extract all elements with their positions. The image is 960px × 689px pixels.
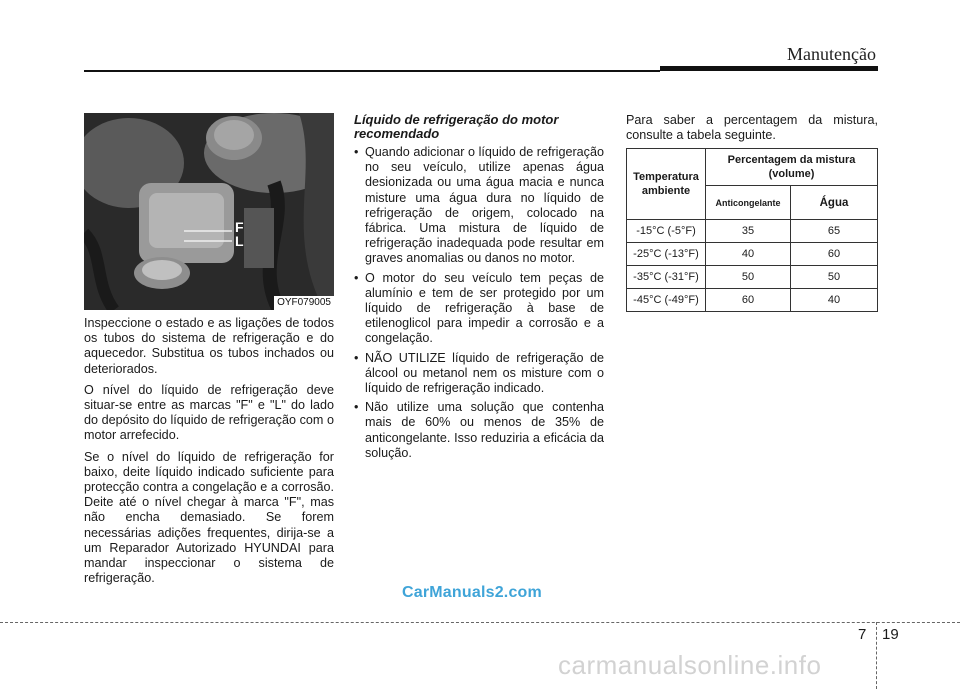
middle-column [354, 113, 604, 465]
table-row [627, 220, 878, 243]
chapter-number: 7 [858, 626, 867, 643]
header-title: Manutenção [787, 44, 876, 64]
paragraph: Se o nível do líquido de refrigeração for baixo, deite líquido indicado suficiente para protecção contra a congelação e a corrosão. Deite até o nível chegar à marca "F", mas não encha demasiado. Se forem necessárias adições frequentes, dirija-se a um Reparador Autorizado HYUNDAI para mandar inspeccionar o sistema de refrigeração. [84, 449, 334, 586]
coolant-mixture-table [626, 148, 878, 312]
watermark-link[interactable]: CarManuals2.com [402, 584, 542, 601]
left-column-text [84, 316, 334, 592]
label-l-mark: L [235, 233, 244, 249]
header-rule-accent [660, 66, 878, 71]
antifreeze-cell: 40 [706, 243, 791, 266]
footer-divider [876, 622, 877, 689]
table-row [627, 243, 878, 266]
figure-code: OYF079005 [274, 296, 334, 310]
list-item: • O motor do seu veículo tem peças de alumínio e tem de ser protegido por um líquido de refrigeração à base de etilenoglicol para impedir a corrosão e a congelação. [354, 271, 604, 347]
water-header: Água [791, 186, 878, 220]
list-item: • Não utilize uma solução que contenha mais de 60% ou menos de 35% de anticongelante. Isso reduziria a eficácia da solução. [354, 400, 604, 461]
list-item: • NÃO UTILIZE líquido de refrigeração de álcool ou metanol nem os misture com o líquido de refrigeração indicado. [354, 351, 604, 397]
right-column-intro [626, 113, 878, 149]
header-rule [84, 70, 660, 72]
recommendations-list [354, 145, 604, 461]
paragraph: O nível do líquido de refrigeração deve situar-se entre as marcas "F" e "L" do lado do depósito do líquido de refrigeração com o motor arrefecido. [84, 382, 334, 443]
water-cell: 40 [791, 289, 878, 312]
label-f-mark: F [235, 219, 244, 235]
table-row [627, 266, 878, 289]
temp-cell: -45°C (-49°F) [627, 289, 706, 312]
antifreeze-header: Anticongelante [706, 186, 791, 220]
temperature-header: Temperatura ambiente [627, 149, 706, 220]
engine-photo-illustration [84, 113, 334, 310]
water-cell: 60 [791, 243, 878, 266]
temp-cell: -35°C (-31°F) [627, 266, 706, 289]
temp-cell: -25°C (-13°F) [627, 243, 706, 266]
section-title: Líquido de refrigeração do motor recomendado [354, 112, 559, 141]
table-row [627, 289, 878, 312]
water-cell: 50 [791, 266, 878, 289]
page-number: 19 [882, 626, 899, 643]
temp-cell: -15°C (-5°F) [627, 220, 706, 243]
antifreeze-cell: 35 [706, 220, 791, 243]
list-item: • Quando adicionar o líquido de refrigeração no seu veículo, utilize apenas água desionizada ou uma água macia e nunca misture uma água dura no líquido de refrigeração de origem, colocado na fábrica. Uma mistura de líquido de refrigeração inadequada pode resultar em graves anomalias ou danos no motor. [354, 145, 604, 267]
water-cell: 65 [791, 220, 878, 243]
watermark-footer: carmanualsonline.info [558, 650, 822, 680]
paragraph: Inspeccione o estado e as ligações de todos os tubos do sistema de refrigeração e do aquecedor. Substitua os tubos inchados ou deteriorados. [84, 316, 334, 376]
engine-coolant-reservoir-photo [84, 113, 334, 310]
antifreeze-cell: 50 [706, 266, 791, 289]
paragraph: Para saber a percentagem da mistura, consulte a tabela seguinte. [626, 113, 878, 143]
antifreeze-cell: 60 [706, 289, 791, 312]
footer-rule [0, 622, 960, 623]
mixture-header: Percentagem da mistura (volume) [706, 149, 878, 186]
